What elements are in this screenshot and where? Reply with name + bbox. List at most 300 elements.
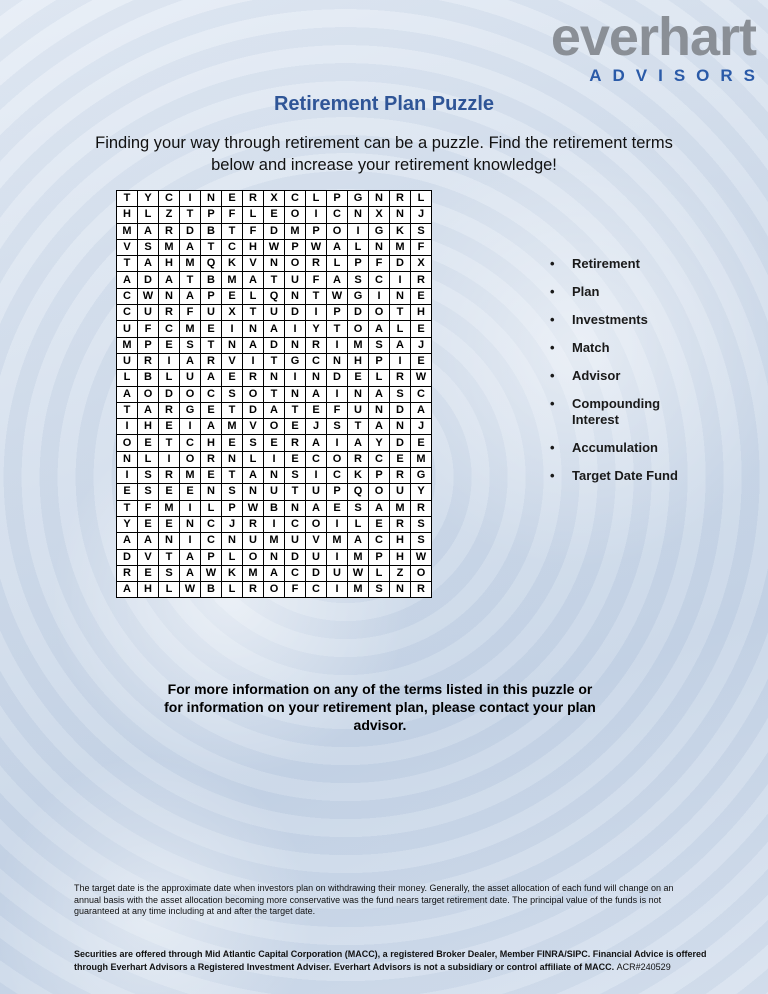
- grid-cell[interactable]: O: [264, 419, 285, 435]
- grid-cell[interactable]: A: [180, 239, 201, 255]
- grid-cell[interactable]: G: [411, 468, 432, 484]
- grid-cell[interactable]: N: [180, 516, 201, 532]
- grid-cell[interactable]: A: [348, 533, 369, 549]
- grid-cell[interactable]: O: [369, 484, 390, 500]
- grid-cell[interactable]: W: [327, 288, 348, 304]
- grid-cell[interactable]: E: [138, 435, 159, 451]
- grid-cell[interactable]: I: [327, 549, 348, 565]
- grid-cell[interactable]: T: [159, 435, 180, 451]
- grid-cell[interactable]: M: [390, 239, 411, 255]
- grid-cell[interactable]: B: [201, 582, 222, 598]
- grid-cell[interactable]: M: [348, 549, 369, 565]
- grid-cell[interactable]: D: [285, 549, 306, 565]
- grid-cell[interactable]: F: [138, 500, 159, 516]
- grid-cell[interactable]: E: [348, 370, 369, 386]
- grid-cell[interactable]: U: [117, 321, 138, 337]
- grid-cell[interactable]: N: [222, 451, 243, 467]
- grid-cell[interactable]: K: [348, 468, 369, 484]
- grid-cell[interactable]: M: [180, 256, 201, 272]
- grid-cell[interactable]: T: [180, 272, 201, 288]
- grid-cell[interactable]: I: [390, 272, 411, 288]
- grid-cell[interactable]: E: [159, 516, 180, 532]
- grid-cell[interactable]: U: [117, 353, 138, 369]
- grid-cell[interactable]: O: [327, 451, 348, 467]
- grid-cell[interactable]: N: [222, 533, 243, 549]
- grid-cell[interactable]: D: [159, 386, 180, 402]
- grid-cell[interactable]: F: [180, 305, 201, 321]
- grid-cell[interactable]: E: [264, 435, 285, 451]
- grid-cell[interactable]: U: [348, 402, 369, 418]
- grid-cell[interactable]: D: [285, 305, 306, 321]
- grid-cell[interactable]: H: [138, 582, 159, 598]
- grid-cell[interactable]: C: [306, 582, 327, 598]
- grid-cell[interactable]: Z: [390, 565, 411, 581]
- grid-cell[interactable]: A: [117, 386, 138, 402]
- grid-cell[interactable]: N: [348, 386, 369, 402]
- grid-cell[interactable]: C: [327, 207, 348, 223]
- grid-cell[interactable]: S: [411, 516, 432, 532]
- grid-cell[interactable]: Q: [201, 256, 222, 272]
- grid-cell[interactable]: V: [243, 256, 264, 272]
- grid-cell[interactable]: T: [117, 500, 138, 516]
- grid-cell[interactable]: E: [390, 451, 411, 467]
- grid-cell[interactable]: E: [159, 484, 180, 500]
- grid-cell[interactable]: E: [222, 435, 243, 451]
- grid-cell[interactable]: I: [117, 419, 138, 435]
- grid-cell[interactable]: E: [222, 288, 243, 304]
- grid-cell[interactable]: D: [348, 305, 369, 321]
- grid-cell[interactable]: N: [159, 288, 180, 304]
- grid-cell[interactable]: U: [285, 272, 306, 288]
- grid-cell[interactable]: P: [285, 239, 306, 255]
- grid-cell[interactable]: F: [369, 256, 390, 272]
- grid-cell[interactable]: L: [348, 239, 369, 255]
- grid-cell[interactable]: C: [117, 288, 138, 304]
- grid-cell[interactable]: P: [138, 337, 159, 353]
- grid-cell[interactable]: A: [327, 239, 348, 255]
- grid-cell[interactable]: X: [411, 256, 432, 272]
- grid-cell[interactable]: E: [138, 516, 159, 532]
- grid-cell[interactable]: E: [222, 370, 243, 386]
- grid-cell[interactable]: S: [138, 468, 159, 484]
- grid-cell[interactable]: W: [264, 239, 285, 255]
- grid-cell[interactable]: F: [243, 223, 264, 239]
- grid-cell[interactable]: W: [411, 370, 432, 386]
- grid-cell[interactable]: O: [117, 435, 138, 451]
- grid-cell[interactable]: L: [369, 565, 390, 581]
- grid-cell[interactable]: A: [159, 272, 180, 288]
- grid-cell[interactable]: N: [285, 386, 306, 402]
- grid-cell[interactable]: M: [159, 500, 180, 516]
- grid-cell[interactable]: R: [201, 451, 222, 467]
- grid-cell[interactable]: A: [117, 272, 138, 288]
- grid-cell[interactable]: T: [264, 386, 285, 402]
- grid-cell[interactable]: O: [327, 223, 348, 239]
- grid-cell[interactable]: M: [159, 239, 180, 255]
- grid-cell[interactable]: D: [138, 272, 159, 288]
- grid-cell[interactable]: N: [264, 549, 285, 565]
- grid-cell[interactable]: T: [222, 468, 243, 484]
- grid-cell[interactable]: N: [369, 402, 390, 418]
- grid-cell[interactable]: S: [369, 337, 390, 353]
- grid-cell[interactable]: A: [306, 500, 327, 516]
- grid-cell[interactable]: S: [285, 468, 306, 484]
- grid-cell[interactable]: L: [411, 191, 432, 207]
- grid-cell[interactable]: Z: [159, 207, 180, 223]
- grid-cell[interactable]: N: [117, 451, 138, 467]
- grid-cell[interactable]: X: [222, 305, 243, 321]
- grid-cell[interactable]: V: [117, 239, 138, 255]
- grid-cell[interactable]: N: [285, 288, 306, 304]
- grid-cell[interactable]: A: [138, 533, 159, 549]
- grid-cell[interactable]: P: [369, 549, 390, 565]
- grid-cell[interactable]: R: [390, 468, 411, 484]
- grid-cell[interactable]: I: [306, 305, 327, 321]
- grid-cell[interactable]: A: [180, 565, 201, 581]
- grid-cell[interactable]: M: [327, 533, 348, 549]
- grid-cell[interactable]: D: [390, 435, 411, 451]
- grid-cell[interactable]: L: [306, 191, 327, 207]
- grid-cell[interactable]: H: [159, 256, 180, 272]
- grid-cell[interactable]: O: [348, 321, 369, 337]
- grid-cell[interactable]: M: [243, 565, 264, 581]
- grid-cell[interactable]: D: [306, 565, 327, 581]
- grid-cell[interactable]: K: [390, 223, 411, 239]
- grid-cell[interactable]: T: [180, 207, 201, 223]
- grid-cell[interactable]: I: [327, 386, 348, 402]
- grid-cell[interactable]: N: [201, 484, 222, 500]
- grid-cell[interactable]: L: [159, 582, 180, 598]
- grid-cell[interactable]: R: [243, 516, 264, 532]
- grid-cell[interactable]: A: [264, 402, 285, 418]
- grid-cell[interactable]: Y: [138, 191, 159, 207]
- grid-cell[interactable]: R: [243, 370, 264, 386]
- grid-cell[interactable]: D: [264, 223, 285, 239]
- grid-cell[interactable]: S: [348, 272, 369, 288]
- grid-cell[interactable]: H: [243, 239, 264, 255]
- grid-cell[interactable]: E: [201, 321, 222, 337]
- grid-cell[interactable]: P: [201, 549, 222, 565]
- grid-cell[interactable]: O: [369, 305, 390, 321]
- grid-cell[interactable]: S: [159, 565, 180, 581]
- grid-cell[interactable]: A: [306, 435, 327, 451]
- grid-cell[interactable]: L: [369, 370, 390, 386]
- grid-cell[interactable]: Q: [264, 288, 285, 304]
- grid-cell[interactable]: C: [327, 468, 348, 484]
- grid-cell[interactable]: C: [369, 533, 390, 549]
- grid-cell[interactable]: R: [159, 468, 180, 484]
- grid-cell[interactable]: S: [327, 419, 348, 435]
- grid-cell[interactable]: T: [390, 305, 411, 321]
- grid-cell[interactable]: G: [348, 288, 369, 304]
- grid-cell[interactable]: R: [117, 565, 138, 581]
- grid-cell[interactable]: A: [201, 370, 222, 386]
- grid-cell[interactable]: N: [369, 191, 390, 207]
- grid-cell[interactable]: J: [306, 419, 327, 435]
- grid-cell[interactable]: C: [369, 272, 390, 288]
- grid-cell[interactable]: F: [138, 321, 159, 337]
- grid-cell[interactable]: N: [390, 288, 411, 304]
- grid-cell[interactable]: I: [180, 500, 201, 516]
- grid-cell[interactable]: W: [348, 565, 369, 581]
- grid-cell[interactable]: A: [390, 337, 411, 353]
- grid-cell[interactable]: C: [285, 565, 306, 581]
- grid-cell[interactable]: C: [159, 321, 180, 337]
- grid-cell[interactable]: T: [159, 549, 180, 565]
- grid-cell[interactable]: W: [243, 500, 264, 516]
- grid-cell[interactable]: M: [117, 337, 138, 353]
- grid-cell[interactable]: I: [348, 223, 369, 239]
- grid-cell[interactable]: V: [243, 419, 264, 435]
- grid-cell[interactable]: C: [201, 386, 222, 402]
- grid-cell[interactable]: R: [390, 516, 411, 532]
- grid-cell[interactable]: O: [180, 386, 201, 402]
- grid-cell[interactable]: I: [327, 435, 348, 451]
- grid-cell[interactable]: O: [306, 516, 327, 532]
- grid-cell[interactable]: A: [369, 386, 390, 402]
- grid-cell[interactable]: K: [222, 565, 243, 581]
- grid-cell[interactable]: O: [285, 207, 306, 223]
- grid-cell[interactable]: B: [264, 500, 285, 516]
- grid-cell[interactable]: P: [369, 468, 390, 484]
- grid-cell[interactable]: I: [369, 288, 390, 304]
- grid-cell[interactable]: A: [117, 582, 138, 598]
- grid-cell[interactable]: S: [243, 435, 264, 451]
- grid-cell[interactable]: A: [243, 337, 264, 353]
- grid-cell[interactable]: E: [411, 353, 432, 369]
- grid-cell[interactable]: N: [159, 533, 180, 549]
- grid-cell[interactable]: C: [201, 516, 222, 532]
- grid-cell[interactable]: G: [285, 353, 306, 369]
- grid-cell[interactable]: F: [222, 207, 243, 223]
- grid-cell[interactable]: C: [159, 191, 180, 207]
- grid-cell[interactable]: N: [390, 207, 411, 223]
- grid-cell[interactable]: I: [180, 419, 201, 435]
- grid-cell[interactable]: T: [117, 402, 138, 418]
- grid-cell[interactable]: O: [180, 451, 201, 467]
- grid-cell[interactable]: N: [243, 484, 264, 500]
- grid-cell[interactable]: M: [222, 419, 243, 435]
- grid-cell[interactable]: U: [327, 565, 348, 581]
- grid-cell[interactable]: T: [264, 272, 285, 288]
- grid-cell[interactable]: I: [264, 451, 285, 467]
- grid-cell[interactable]: E: [180, 484, 201, 500]
- grid-cell[interactable]: S: [348, 500, 369, 516]
- grid-cell[interactable]: G: [369, 223, 390, 239]
- grid-cell[interactable]: U: [264, 484, 285, 500]
- grid-cell[interactable]: W: [180, 582, 201, 598]
- grid-cell[interactable]: T: [117, 256, 138, 272]
- grid-cell[interactable]: S: [390, 386, 411, 402]
- grid-cell[interactable]: F: [306, 272, 327, 288]
- grid-cell[interactable]: C: [306, 353, 327, 369]
- grid-cell[interactable]: P: [327, 484, 348, 500]
- grid-cell[interactable]: I: [180, 191, 201, 207]
- grid-cell[interactable]: L: [138, 451, 159, 467]
- grid-cell[interactable]: E: [285, 419, 306, 435]
- grid-cell[interactable]: D: [117, 549, 138, 565]
- grid-cell[interactable]: R: [411, 500, 432, 516]
- grid-cell[interactable]: H: [138, 419, 159, 435]
- grid-cell[interactable]: N: [201, 191, 222, 207]
- grid-cell[interactable]: O: [138, 386, 159, 402]
- grid-cell[interactable]: T: [201, 337, 222, 353]
- grid-cell[interactable]: S: [411, 533, 432, 549]
- grid-cell[interactable]: A: [180, 353, 201, 369]
- grid-cell[interactable]: L: [243, 288, 264, 304]
- grid-cell[interactable]: N: [390, 582, 411, 598]
- grid-cell[interactable]: R: [411, 272, 432, 288]
- grid-cell[interactable]: C: [222, 239, 243, 255]
- grid-cell[interactable]: N: [306, 370, 327, 386]
- grid-cell[interactable]: E: [285, 451, 306, 467]
- grid-cell[interactable]: T: [264, 353, 285, 369]
- grid-cell[interactable]: N: [264, 256, 285, 272]
- grid-cell[interactable]: S: [138, 239, 159, 255]
- grid-cell[interactable]: R: [159, 402, 180, 418]
- grid-cell[interactable]: L: [222, 582, 243, 598]
- grid-cell[interactable]: R: [243, 191, 264, 207]
- grid-cell[interactable]: E: [117, 484, 138, 500]
- grid-cell[interactable]: L: [201, 500, 222, 516]
- grid-cell[interactable]: F: [327, 402, 348, 418]
- grid-cell[interactable]: W: [138, 288, 159, 304]
- grid-cell[interactable]: I: [285, 321, 306, 337]
- grid-cell[interactable]: T: [285, 402, 306, 418]
- grid-cell[interactable]: J: [222, 516, 243, 532]
- grid-cell[interactable]: S: [180, 337, 201, 353]
- grid-cell[interactable]: V: [138, 549, 159, 565]
- grid-cell[interactable]: O: [243, 549, 264, 565]
- grid-cell[interactable]: M: [390, 500, 411, 516]
- grid-cell[interactable]: S: [222, 484, 243, 500]
- grid-cell[interactable]: N: [243, 321, 264, 337]
- grid-cell[interactable]: X: [264, 191, 285, 207]
- grid-cell[interactable]: O: [264, 582, 285, 598]
- grid-cell[interactable]: N: [285, 337, 306, 353]
- grid-cell[interactable]: H: [201, 435, 222, 451]
- grid-cell[interactable]: A: [306, 386, 327, 402]
- grid-cell[interactable]: E: [306, 402, 327, 418]
- grid-cell[interactable]: R: [348, 451, 369, 467]
- grid-cell[interactable]: I: [327, 582, 348, 598]
- grid-cell[interactable]: D: [390, 256, 411, 272]
- grid-cell[interactable]: M: [411, 451, 432, 467]
- grid-cell[interactable]: H: [117, 207, 138, 223]
- grid-cell[interactable]: U: [243, 533, 264, 549]
- grid-cell[interactable]: W: [411, 549, 432, 565]
- grid-cell[interactable]: Y: [117, 516, 138, 532]
- grid-cell[interactable]: N: [222, 337, 243, 353]
- grid-cell[interactable]: A: [138, 402, 159, 418]
- grid-cell[interactable]: J: [411, 419, 432, 435]
- grid-cell[interactable]: R: [285, 435, 306, 451]
- grid-cell[interactable]: C: [306, 451, 327, 467]
- grid-cell[interactable]: I: [285, 370, 306, 386]
- grid-cell[interactable]: C: [201, 533, 222, 549]
- grid-cell[interactable]: A: [180, 288, 201, 304]
- grid-cell[interactable]: E: [201, 468, 222, 484]
- grid-cell[interactable]: T: [243, 305, 264, 321]
- grid-cell[interactable]: T: [222, 223, 243, 239]
- grid-cell[interactable]: S: [369, 582, 390, 598]
- grid-cell[interactable]: M: [348, 337, 369, 353]
- grid-cell[interactable]: H: [411, 305, 432, 321]
- grid-cell[interactable]: G: [348, 191, 369, 207]
- grid-cell[interactable]: P: [369, 353, 390, 369]
- grid-cell[interactable]: M: [180, 468, 201, 484]
- grid-cell[interactable]: C: [180, 435, 201, 451]
- grid-cell[interactable]: I: [390, 353, 411, 369]
- grid-cell[interactable]: K: [222, 256, 243, 272]
- grid-cell[interactable]: N: [285, 500, 306, 516]
- grid-cell[interactable]: T: [222, 402, 243, 418]
- grid-cell[interactable]: A: [369, 419, 390, 435]
- grid-cell[interactable]: D: [180, 223, 201, 239]
- grid-cell[interactable]: T: [285, 484, 306, 500]
- grid-cell[interactable]: M: [222, 272, 243, 288]
- grid-cell[interactable]: B: [201, 223, 222, 239]
- grid-cell[interactable]: U: [201, 305, 222, 321]
- grid-cell[interactable]: M: [348, 582, 369, 598]
- grid-cell[interactable]: A: [201, 419, 222, 435]
- grid-cell[interactable]: R: [390, 370, 411, 386]
- grid-cell[interactable]: U: [264, 305, 285, 321]
- grid-cell[interactable]: E: [264, 207, 285, 223]
- grid-cell[interactable]: C: [369, 451, 390, 467]
- grid-cell[interactable]: E: [138, 565, 159, 581]
- grid-cell[interactable]: D: [264, 337, 285, 353]
- grid-cell[interactable]: D: [390, 402, 411, 418]
- grid-cell[interactable]: V: [306, 533, 327, 549]
- grid-cell[interactable]: R: [306, 337, 327, 353]
- grid-cell[interactable]: R: [201, 353, 222, 369]
- grid-cell[interactable]: L: [159, 370, 180, 386]
- grid-cell[interactable]: E: [327, 500, 348, 516]
- grid-cell[interactable]: I: [306, 468, 327, 484]
- grid-cell[interactable]: X: [369, 207, 390, 223]
- grid-cell[interactable]: B: [138, 370, 159, 386]
- grid-cell[interactable]: F: [285, 582, 306, 598]
- grid-cell[interactable]: R: [138, 353, 159, 369]
- grid-cell[interactable]: R: [411, 582, 432, 598]
- grid-cell[interactable]: E: [369, 516, 390, 532]
- grid-cell[interactable]: J: [411, 337, 432, 353]
- grid-cell[interactable]: W: [201, 565, 222, 581]
- grid-cell[interactable]: S: [138, 484, 159, 500]
- grid-cell[interactable]: T: [201, 239, 222, 255]
- grid-cell[interactable]: A: [369, 500, 390, 516]
- grid-cell[interactable]: C: [285, 516, 306, 532]
- grid-cell[interactable]: P: [327, 191, 348, 207]
- grid-cell[interactable]: R: [159, 223, 180, 239]
- grid-cell[interactable]: A: [264, 565, 285, 581]
- grid-cell[interactable]: E: [411, 321, 432, 337]
- grid-cell[interactable]: N: [264, 370, 285, 386]
- grid-cell[interactable]: A: [411, 402, 432, 418]
- grid-cell[interactable]: I: [159, 451, 180, 467]
- grid-cell[interactable]: A: [369, 321, 390, 337]
- grid-cell[interactable]: M: [264, 533, 285, 549]
- grid-cell[interactable]: H: [390, 533, 411, 549]
- grid-cell[interactable]: E: [411, 288, 432, 304]
- grid-cell[interactable]: N: [369, 239, 390, 255]
- grid-cell[interactable]: C: [117, 305, 138, 321]
- grid-cell[interactable]: I: [243, 353, 264, 369]
- grid-cell[interactable]: Q: [348, 484, 369, 500]
- grid-cell[interactable]: Y: [306, 321, 327, 337]
- grid-cell[interactable]: A: [264, 321, 285, 337]
